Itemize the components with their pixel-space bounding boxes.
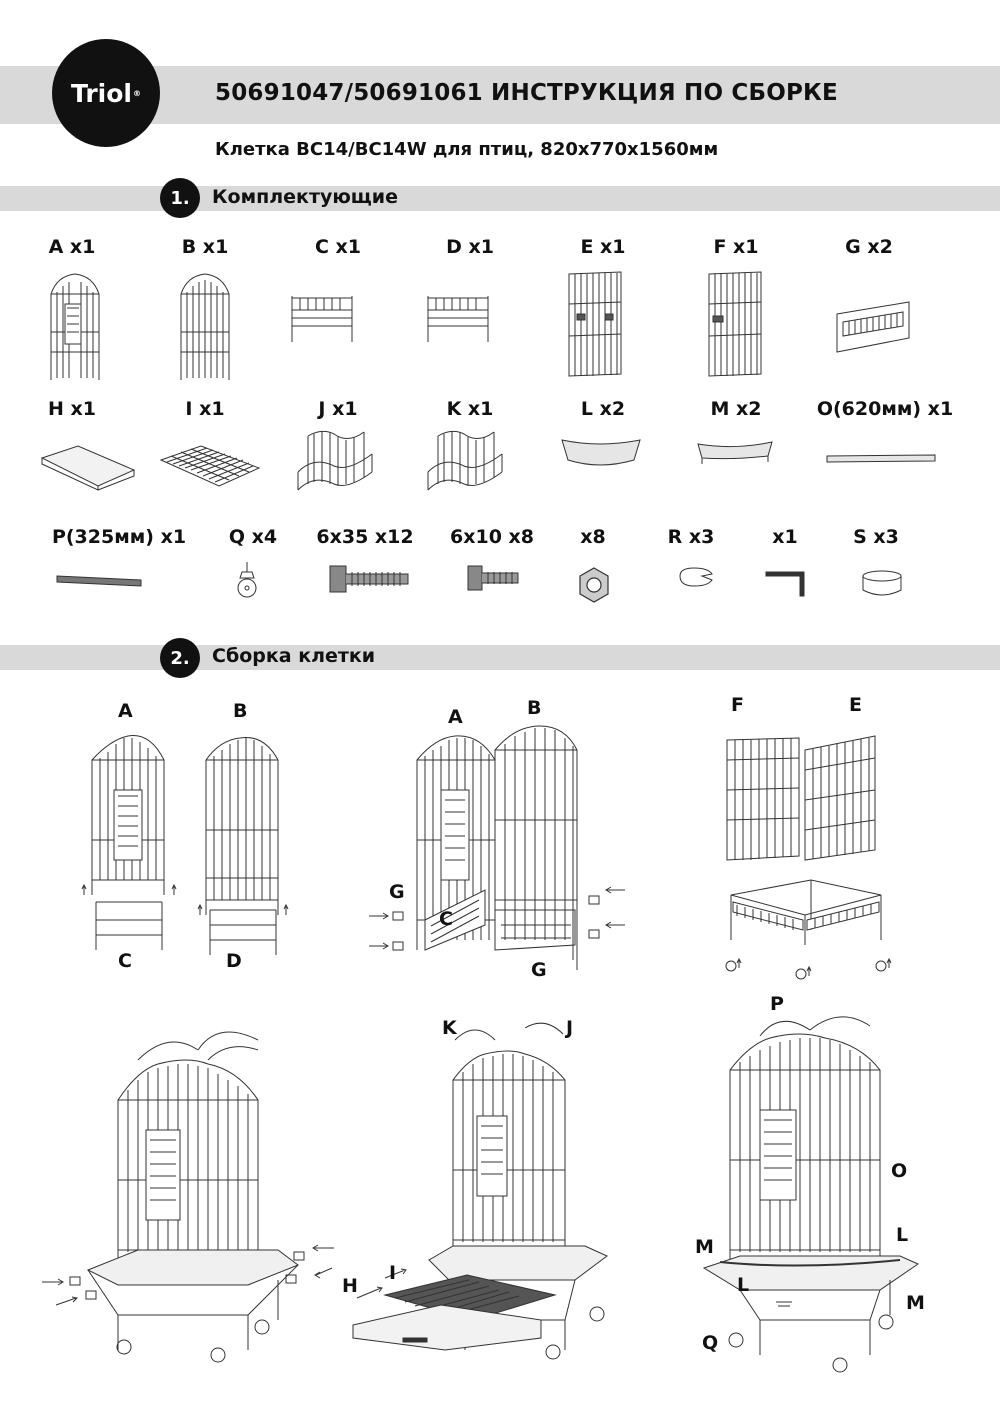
part-b-image bbox=[177, 272, 233, 382]
section2-band bbox=[0, 645, 1000, 670]
part-label-q: Q x4 bbox=[228, 526, 278, 548]
part-e-image bbox=[565, 270, 625, 378]
part-label-o: O(620мм) x1 bbox=[816, 398, 954, 420]
step1-label-d: D bbox=[226, 950, 242, 972]
nut-image bbox=[577, 566, 611, 604]
step5-label-k: K bbox=[442, 1017, 457, 1039]
section2-title: Сборка клетки bbox=[212, 645, 376, 667]
hex-key-image bbox=[764, 568, 810, 598]
step2-label-c: C bbox=[439, 908, 453, 930]
step6-drawing bbox=[700, 1010, 930, 1375]
part-h-image bbox=[38, 442, 138, 492]
step3-label-e: E bbox=[849, 694, 862, 716]
step6-label-q: Q bbox=[702, 1332, 719, 1354]
step6-label-p: P bbox=[770, 993, 784, 1015]
part-p-image bbox=[55, 572, 143, 588]
step6-label-l2: L bbox=[737, 1274, 750, 1296]
step5-label-h: H bbox=[342, 1275, 358, 1297]
step2-label-a: A bbox=[448, 706, 463, 728]
part-label-s: S x3 bbox=[853, 526, 899, 548]
screw-6x10-image bbox=[466, 564, 522, 592]
part-label-hex-key: x1 bbox=[772, 526, 798, 548]
step6-label-l1: L bbox=[896, 1224, 909, 1246]
part-a-image bbox=[47, 272, 103, 382]
part-d-image bbox=[424, 292, 492, 344]
step2-label-g1: G bbox=[389, 881, 405, 903]
part-label-i: I x1 bbox=[185, 398, 225, 420]
step4-drawing bbox=[38, 1020, 338, 1365]
part-k-image bbox=[424, 426, 506, 498]
step6-label-o: O bbox=[891, 1160, 908, 1182]
step6-label-m1: M bbox=[695, 1236, 714, 1258]
section2-number: 2. bbox=[160, 638, 200, 678]
step5-label-j: J bbox=[566, 1017, 574, 1039]
part-f-image bbox=[705, 270, 765, 378]
step2-label-b: B bbox=[527, 697, 542, 719]
logo-mark: ® bbox=[132, 88, 141, 98]
step5-drawing bbox=[345, 1020, 645, 1365]
step6-label-m2: M bbox=[906, 1292, 925, 1314]
part-label-nut: x8 bbox=[580, 526, 606, 548]
part-l-image bbox=[560, 436, 642, 468]
part-label-f: F x1 bbox=[713, 236, 759, 258]
part-c-image bbox=[288, 292, 356, 344]
step1-label-b: B bbox=[233, 700, 248, 722]
part-label-d: D x1 bbox=[446, 236, 494, 258]
part-m-image bbox=[694, 438, 776, 464]
part-o-image bbox=[825, 453, 937, 465]
part-r-clip-image bbox=[672, 564, 716, 588]
step3-drawing bbox=[715, 730, 915, 980]
screw-6x35-image bbox=[328, 562, 412, 596]
part-label-p: P(325мм) x1 bbox=[51, 526, 187, 548]
part-s-bowl-image bbox=[860, 568, 904, 600]
step5-label-i: I bbox=[389, 1262, 397, 1284]
brand-logo bbox=[52, 39, 160, 147]
part-label-a: A x1 bbox=[48, 236, 96, 258]
part-label-j: J x1 bbox=[318, 398, 358, 420]
section1-band bbox=[0, 186, 1000, 211]
part-label-g: G x2 bbox=[845, 236, 893, 258]
part-i-image bbox=[157, 442, 263, 490]
step3-label-f: F bbox=[731, 694, 744, 716]
step2-label-g2: G bbox=[531, 959, 547, 981]
part-label-m: M x2 bbox=[710, 398, 762, 420]
step1-label-c: C bbox=[118, 950, 132, 972]
step2-drawing bbox=[365, 720, 635, 985]
part-label-screw-6x35: 6x35 x12 bbox=[316, 526, 414, 548]
part-label-c: C x1 bbox=[314, 236, 362, 258]
page-subtitle: Клетка BC14/BC14W для птиц, 820x770x1560мм bbox=[215, 139, 719, 160]
page-title: 50691047/50691061 ИНСТРУКЦИЯ ПО СБОРКЕ bbox=[215, 80, 838, 106]
part-label-r: R x3 bbox=[667, 526, 715, 548]
part-label-l: L x2 bbox=[580, 398, 626, 420]
logo-text: Triol bbox=[71, 78, 132, 108]
part-q-caster-image bbox=[232, 560, 262, 600]
part-label-e: E x1 bbox=[580, 236, 626, 258]
section1-title: Комплектующие bbox=[212, 186, 399, 208]
part-g-image bbox=[833, 300, 913, 354]
step1-label-a: A bbox=[118, 700, 133, 722]
step1-drawing bbox=[80, 730, 300, 960]
part-label-h: H x1 bbox=[48, 398, 96, 420]
part-j-image bbox=[294, 426, 376, 498]
section1-number: 1. bbox=[160, 178, 200, 218]
part-label-k: K x1 bbox=[446, 398, 494, 420]
part-label-b: B x1 bbox=[181, 236, 229, 258]
part-label-screw-6x10: 6x10 x8 bbox=[449, 526, 535, 548]
